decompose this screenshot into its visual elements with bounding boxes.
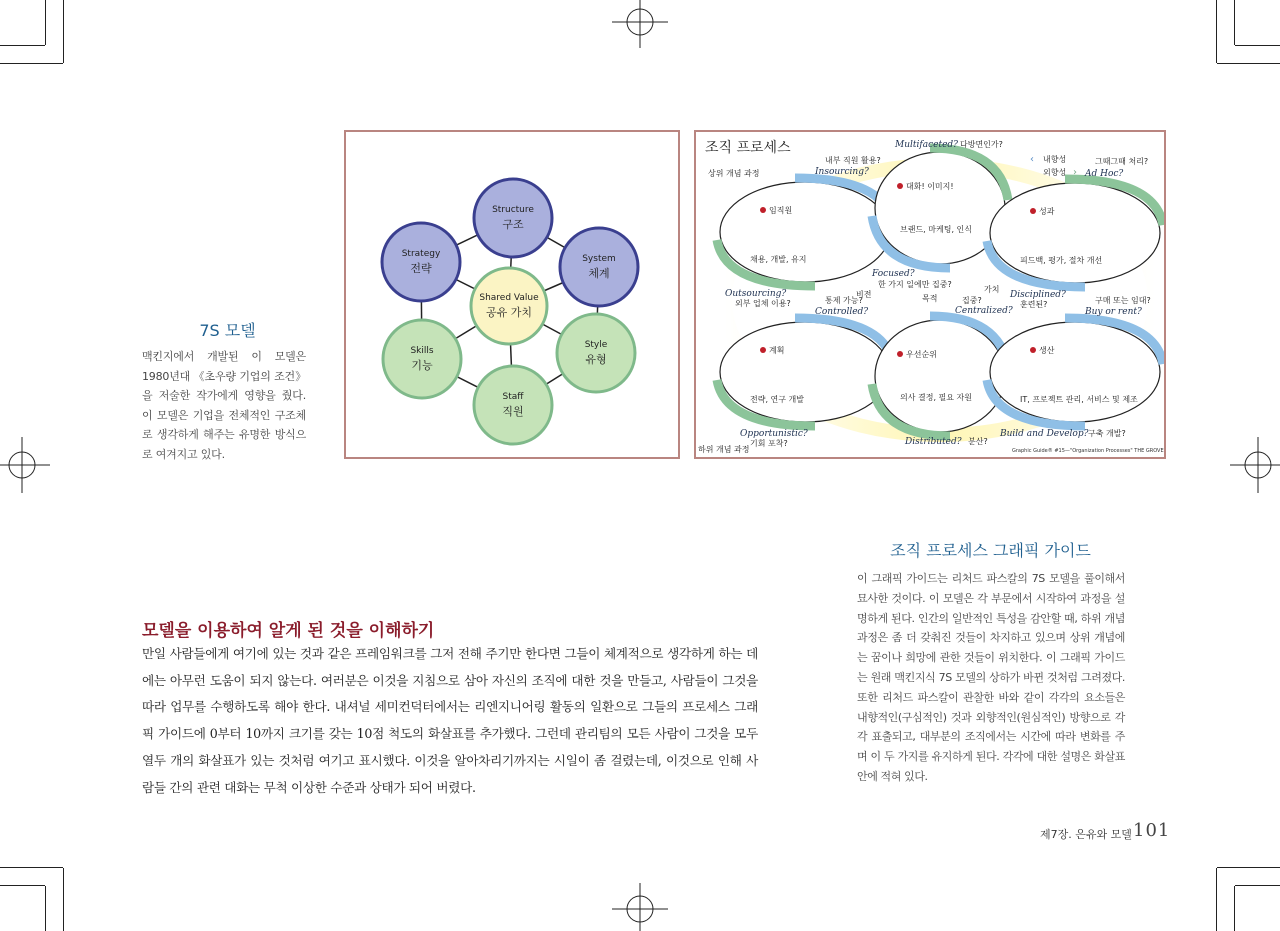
loop-label: 계획 [769, 346, 785, 355]
right-chevron-icon: › [1073, 167, 1077, 178]
chapter-label: 제7장. 은유와 모델 [1040, 828, 1132, 841]
arrow-bottom-ko: 구축 개발? [1088, 429, 1126, 438]
7s-model-figure [344, 130, 680, 459]
node-en-label: Style [584, 340, 608, 350]
arrow-top-ko: 그때그때 처리? [1095, 157, 1149, 166]
loop-label: 생산 [1039, 346, 1055, 355]
arrow-top-ko: 집중? [962, 296, 982, 305]
node-strategy [382, 223, 460, 301]
dot-icon [1030, 208, 1036, 214]
node-ko-label: 체계 [588, 267, 610, 280]
inward-label: 내향성 [1043, 155, 1067, 164]
arrow-bottom-label: Distributed? [905, 437, 962, 447]
arrow-top-ko: 통제 가능? [825, 296, 863, 305]
node-ko-label: 직원 [502, 405, 524, 418]
arrow-top-label: Insourcing? [815, 167, 869, 177]
loop-note: IT, 프로젝트 관리, 서비스 및 제조 [1020, 395, 1138, 404]
section-body: 만일 사람들에게 여기에 있는 것과 같은 프레임워크를 그저 전해 주기만 한다면 그들이 체계적으로 생각하게 하는 데에는 아무런 도움이 되지 않는다. 여러분은 이것을 지침으로 삼아 자신의 조직에 대한 것을 만들고, 사람들이 그것을 따라 업무를 수행하도록 해야 한다. 내셔널 세미컨덕터에서는 리엔지니어링 활동의 일환으로 그들의 프로세스 그래픽 가이드에 0부터 10까지 크기를 갖는 10점 척도의 화살표를 추가했다. 그런데 관리팀의 모든 사람이 그것을 모두 열두 개의 화살표가 있는 것처럼 여기고 표시했다. 이것을 알아차리기까지는 시일이 좀 걸렸는데, 이것으로 인해 사람들 간의 관련 대화는 무척 이상한 수준과 상태가 되어 버렸다. [142, 646, 758, 795]
arrow-bottom-ko: 기회 포착? [750, 439, 788, 448]
node-ko-label: 공유 가치 [485, 306, 533, 319]
node-en-label: Structure [492, 205, 534, 215]
outward-label: 외향성 [1043, 168, 1067, 177]
process-caption-title: 조직 프로세스 그래픽 가이드 [890, 541, 1091, 560]
7s-caption-title: 7S 모델 [199, 321, 256, 340]
node-en-label: Strategy [401, 249, 441, 259]
arrow-top-ko: 구매 또는 임대? [1095, 296, 1151, 305]
dot-icon [897, 183, 903, 189]
node-staff [474, 366, 552, 444]
arrow-top-ko: 다방면인가? [960, 140, 1003, 149]
process-diagram [696, 132, 1164, 457]
node-en-label: Staff [502, 392, 524, 402]
arrow-bottom-label: Opportunistic? [740, 429, 808, 439]
node-shared-value [471, 268, 547, 344]
loop-note: 채용, 개발, 유지 [750, 255, 807, 264]
arrow-top-label: Ad Hoc? [1085, 169, 1124, 179]
arrow-bottom-ko: 훈련된? [1020, 300, 1048, 309]
arrow-bottom-label: Build and Develop? [1000, 429, 1089, 439]
graphic-credit: Graphic Guide® #15—"Organization Processes" THE GROVE [1012, 448, 1164, 454]
arrow-bottom-ko: 외부 업체 이용? [735, 299, 791, 308]
node-ko-label: 구조 [502, 218, 524, 231]
node-skills [383, 320, 461, 398]
arrow-top-label: Centralized? [955, 306, 1013, 316]
dot-icon [1030, 347, 1036, 353]
lower-level-label: 하위 개념 과정 [698, 445, 750, 454]
arrow-top-label: Multifaceted? [895, 140, 958, 150]
arrow-bottom-label: Outsourcing? [725, 289, 787, 299]
mid-label-value: 가치 [984, 285, 1000, 294]
page-number: 101 [1133, 820, 1171, 841]
loop-label: 우선순위 [906, 350, 937, 359]
node-ko-label: 전략 [410, 262, 432, 275]
loop-note: 의사 결정, 필요 자원 [900, 393, 972, 402]
arrow-bottom-label: Focused? [872, 269, 915, 279]
node-en-label: System [582, 254, 616, 264]
node-structure [474, 179, 552, 257]
node-style [557, 314, 635, 392]
dot-icon [897, 351, 903, 357]
arrow-top-ko: 내부 직원 활용? [825, 156, 881, 165]
7s-caption-body: 맥킨지에서 개발된 이 모델은 1980년대 《초우량 기업의 조건》을 저술한 작가에게 영향을 줬다. 이 모델은 기업을 전체적인 구조체로 생각하게 해주는 유명한 방식으로 여겨지고 있다. [142, 350, 306, 461]
node-system [560, 228, 638, 306]
arrow-bottom-ko: 한 가지 일에만 집중? [878, 280, 952, 289]
arrow-top-label: Buy or rent? [1085, 307, 1142, 317]
node-en-label: Shared Value [479, 293, 539, 303]
arrow-bottom-ko: 분산? [968, 437, 988, 446]
arrow-bottom-label: Disciplined? [1010, 290, 1066, 300]
mid-label-purpose: 목적 [922, 294, 938, 303]
organization-process-figure [694, 130, 1166, 459]
node-en-label: Skills [410, 346, 434, 356]
7s-diagram [346, 132, 678, 457]
section-heading: 모델을 이용하여 알게 된 것을 이해하기 [142, 621, 435, 641]
dot-icon [760, 207, 766, 213]
node-ko-label: 유형 [585, 353, 607, 366]
upper-level-label: 상위 개념 과정 [708, 169, 760, 178]
loop-label: 대화! 이미지! [906, 182, 954, 191]
loop-note: 전략, 연구 개발 [750, 395, 804, 404]
node-ko-label: 기능 [411, 359, 433, 372]
loop-note: 브랜드, 마케팅, 인식 [900, 225, 972, 234]
loop-note: 피드백, 평가, 절차 개선 [1020, 256, 1103, 265]
arrow-top-label: Controlled? [815, 307, 869, 317]
loop-label: 임직원 [769, 206, 793, 215]
process-caption-body: 이 그래픽 가이드는 리처드 파스칼의 7S 모델을 풀이해서 묘사한 것이다. 이 모델은 각 부문에서 시작하여 과정을 설명하게 된다. 인간의 일반적인 특성을 감안할 때, 하위 개념 과정은 좀 더 갖춰진 것들이 차지하고 있으며 상위 개념에는 꿈이나 희망에 관한 것들이 위치한다. 이 그래픽 가이드는 원래 맥킨지식 7S 모델의 상하가 바뀐 것처럼 그려졌다. 또한 리처드 파스칼이 관찰한 바와 같이 각각의 요소들은 내향적인(구심적인) 것과 외향적인(원심적인) 방향으로 각각 표출되고, 대부분의 조직에서는 시간에 따라 변화를 주며 이 두 가지를 유지하게 된다. 각각에 대한 설명은 화살표 안에 적혀 있다. [857, 572, 1125, 783]
dot-icon [760, 347, 766, 353]
process-title: 조직 프로세스 [705, 140, 791, 156]
process-loop [987, 295, 1163, 439]
left-chevron-icon: ‹ [1030, 154, 1034, 165]
mid-label-vision: 비전 [856, 290, 872, 299]
loop-label: 성과 [1039, 207, 1055, 216]
